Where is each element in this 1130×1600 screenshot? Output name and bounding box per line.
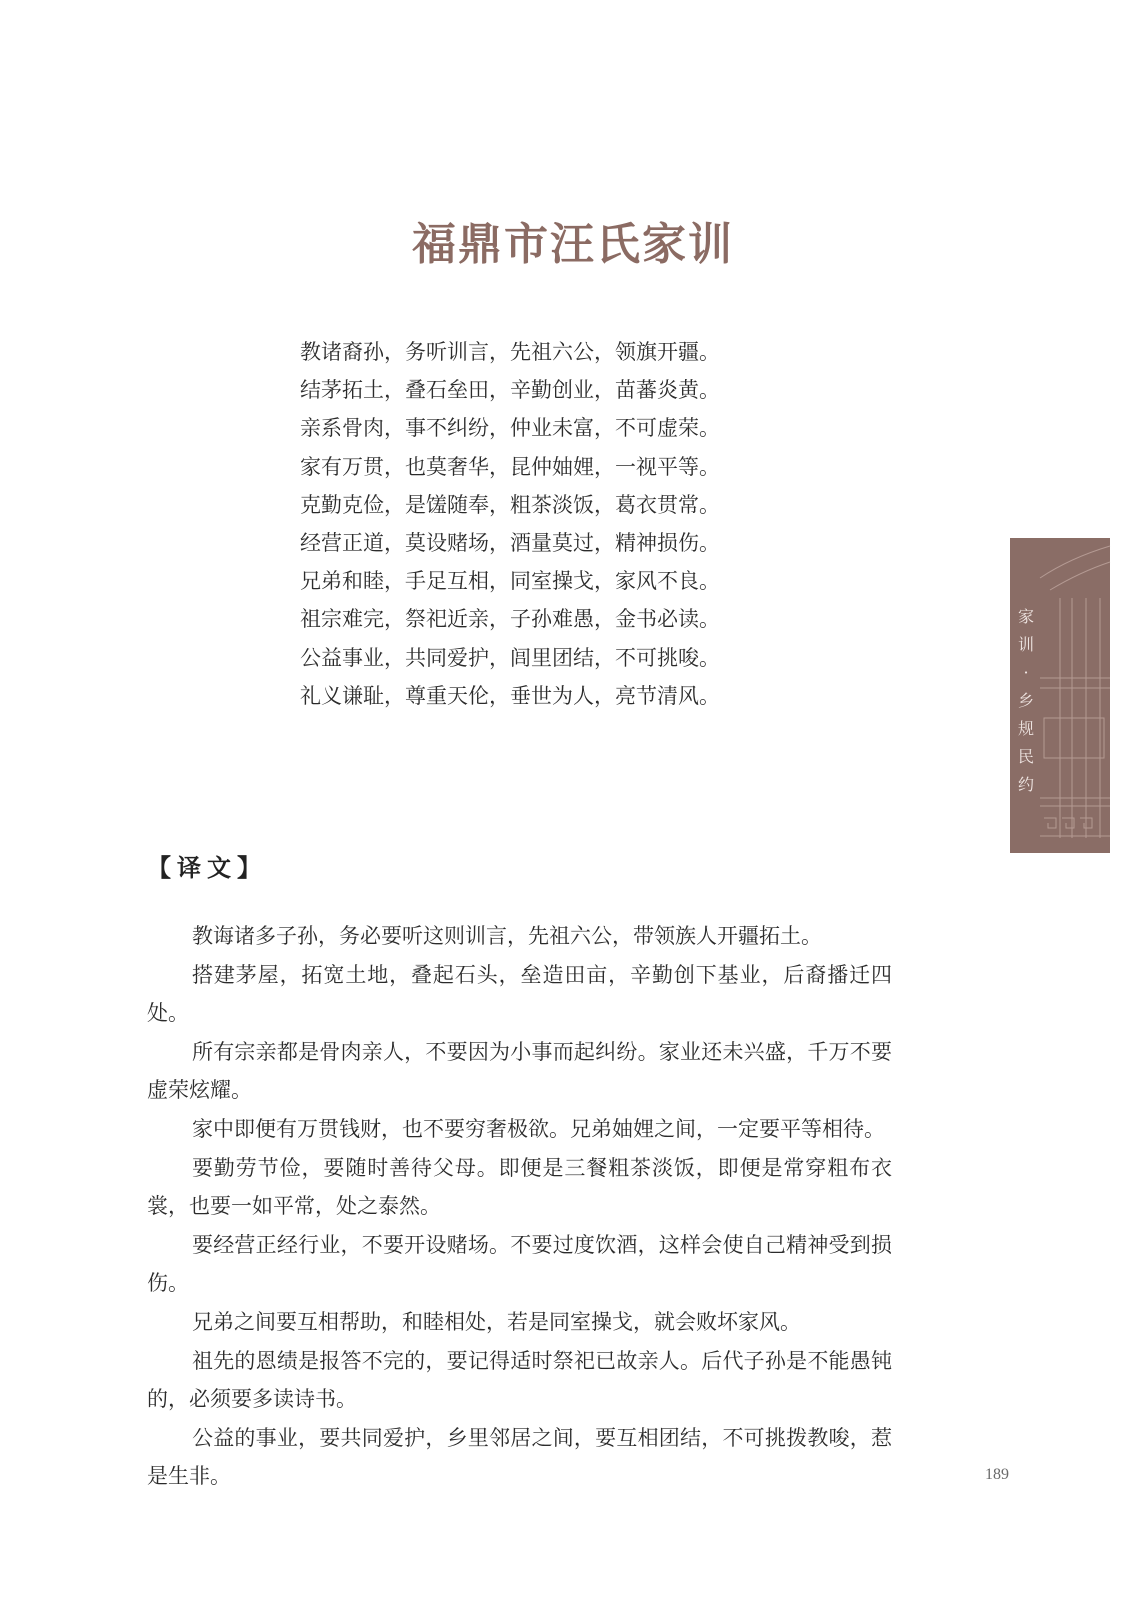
side-tab-char: 鼎 xyxy=(1049,1228,1079,1263)
translation-paragraph: 要勤劳节俭，要随时善待父母。即便是三餐粗茶淡饭，即便是常穿粗布衣裳，也要一如平常，处之泰然。 xyxy=(147,1155,892,1219)
poem-line: 亲系骨肉，事不纠纷，仲业未富，不可虚荣。 xyxy=(300,416,720,441)
translation-heading: 【译文】 xyxy=(147,853,267,882)
poem-line: 教诸裔孙，务听训言，先祖六公，领旗开疆。 xyxy=(300,340,720,364)
poem-line: 克勤克俭，是馐随奉，粗茶淡饭，葛衣贯常。 xyxy=(300,492,720,517)
translation-paragraph: 兄弟之间要互相帮助，和睦相处，若是同室操戈，就会败坏家风。 xyxy=(192,1309,801,1334)
side-tab-char: 福 xyxy=(1049,1156,1079,1191)
side-tab-subtitle-char: 训 xyxy=(1017,635,1034,654)
side-tab-subtitle xyxy=(1016,603,1036,799)
poem-block xyxy=(300,333,740,715)
poem-line: 公益事业，共同爱护，闾里团结，不可挑唆。 xyxy=(300,645,720,670)
poem-line: 结茅拓土，叠石垒田，辛勤创业，苗蕃炎黄。 xyxy=(300,378,720,403)
poem-line: 礼义谦耻，尊重天伦，垂世为人，亮节清风。 xyxy=(300,683,720,708)
side-tab-char: 市 xyxy=(1049,1300,1079,1335)
translation-paragraph: 公益的事业，要共同爱护，乡里邻居之间，要互相团结，不可挑拨教唆，惹是生非。 xyxy=(147,1425,892,1489)
side-tab-subtitle-char: 民 xyxy=(1017,747,1034,766)
translation-paragraph: 要经营正经行业，不要开设赌场。不要过度饮酒，这样会使自己精神受到损伤。 xyxy=(147,1232,892,1296)
translation-paragraph: 所有宗亲都是骨肉亲人，不要因为小事而起纠纷。家业还未兴盛，千万不要虚荣炫耀。 xyxy=(147,1039,892,1103)
side-tab-subtitle-char: 约 xyxy=(1017,775,1034,794)
poem-line: 经营正道，莫设赌场，酒量莫过，精神损伤。 xyxy=(300,531,720,556)
translation-paragraph: 搭建茅屋，拓宽土地，叠起石头，垒造田亩，辛勤创下基业，后裔播迁四处。 xyxy=(147,962,892,1026)
translation-paragraph: 家中即便有万贯钱财，也不要穷奢极欲。兄弟妯娌之间，一定要平等相待。 xyxy=(192,1116,885,1141)
side-tab-city-name xyxy=(1046,1138,1082,1354)
page-number: 189 xyxy=(985,1466,1009,1483)
side-tab-subtitle-char: 规 xyxy=(1017,719,1034,738)
side-tab-subtitle-char: 乡 xyxy=(1017,691,1034,710)
translation-paragraph: 教诲诸多子孙，务必要听这则训言，先祖六公，带领族人开疆拓土。 xyxy=(192,924,822,948)
poem-line: 祖宗难完，祭祀近亲，子孙难愚，金书必读。 xyxy=(300,607,720,632)
side-tab-subtitle-char: 家 xyxy=(1017,607,1034,626)
side-tab-subtitle-char: · xyxy=(1023,663,1029,682)
translation-block xyxy=(147,917,892,1496)
poem-line: 家有万贯，也莫奢华，昆仲妯娌，一视平等。 xyxy=(300,454,720,479)
translation-paragraph: 祖先的恩绩是报答不完的，要记得适时祭祀已故亲人。后代子孙是不能愚钝的，必须要多读诗书。 xyxy=(147,1348,892,1412)
poem-line: 兄弟和睦，手足互相，同室操戈，家风不良。 xyxy=(300,569,720,594)
page-title: 福鼎市汪氏家训 xyxy=(412,219,734,270)
